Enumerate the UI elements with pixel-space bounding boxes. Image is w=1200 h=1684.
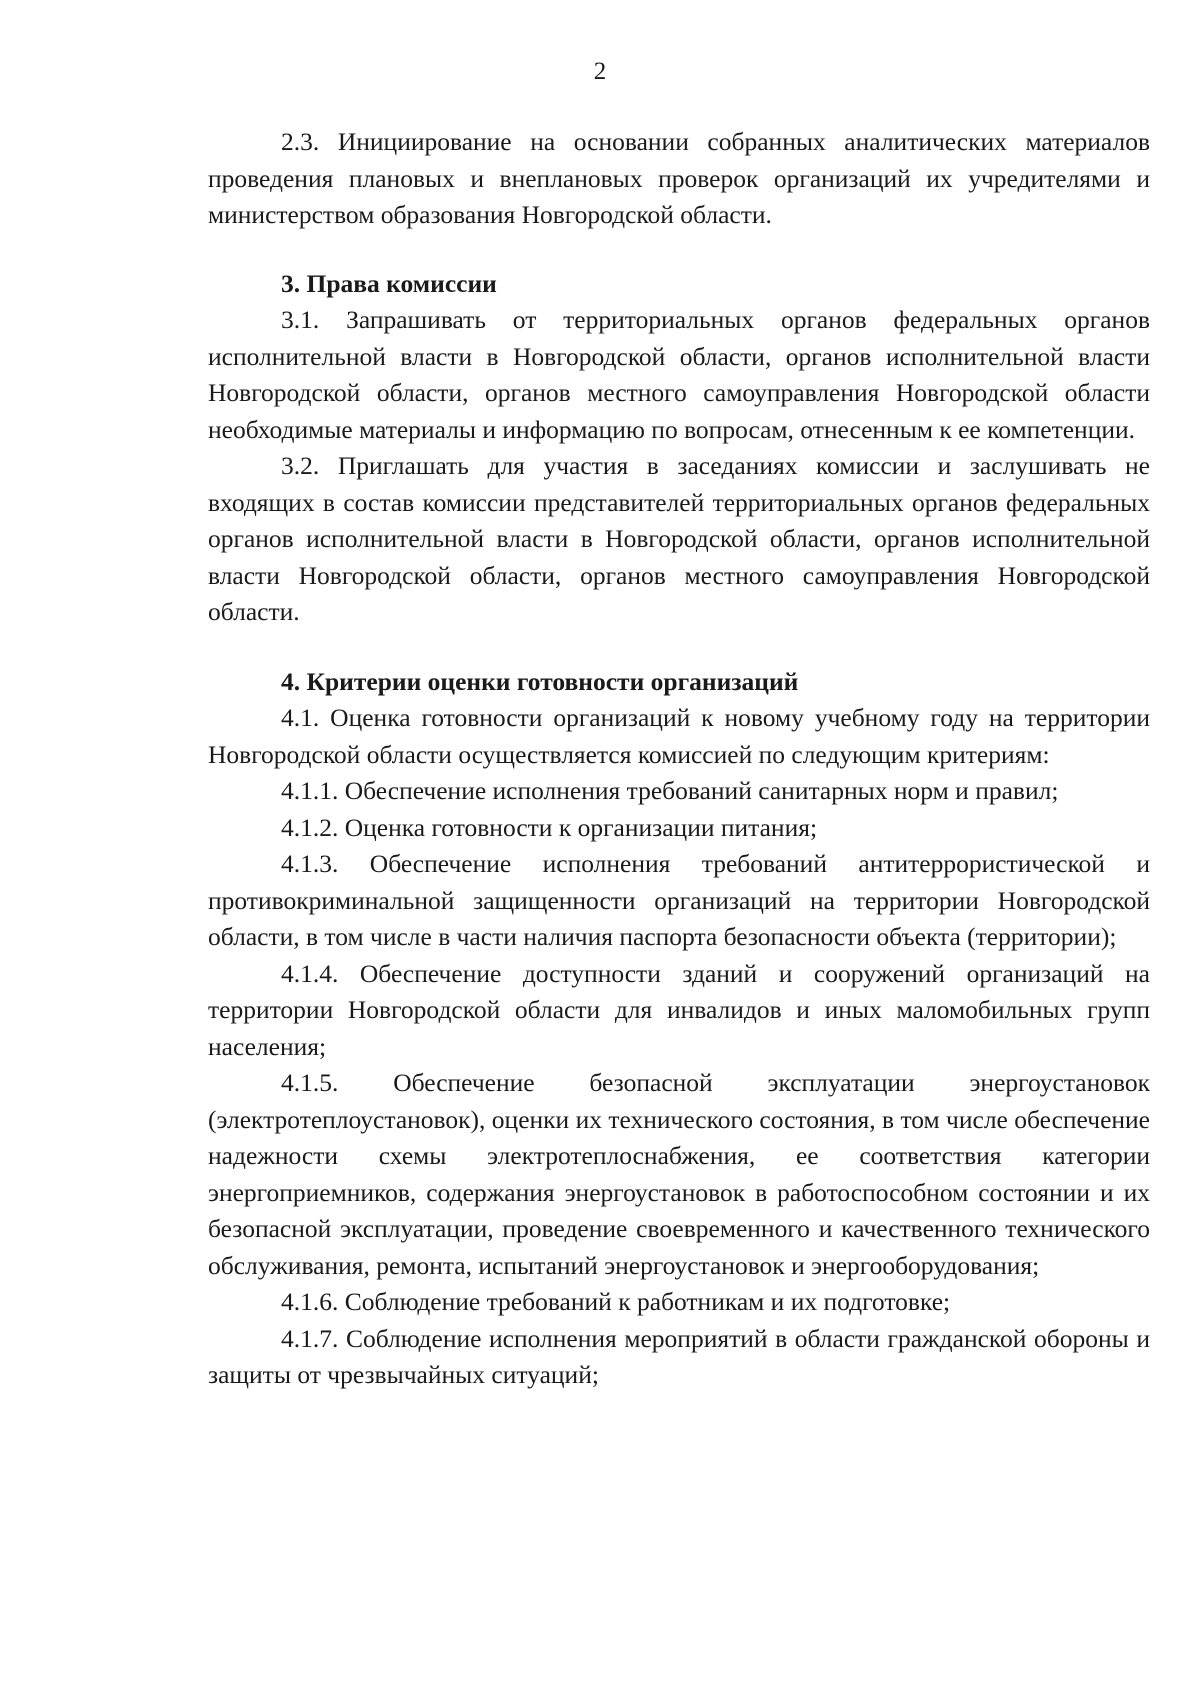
paragraph-3-2: 3.2. Приглашать для участия в заседаниях комиссии и заслушивать не входящих в состав комиссии представителей территориальных органов федеральных органов исполнительной власти в Новгородской области, органов исполнительной власти Новгородской области, органов местного самоуправления Новгородской области.	[208, 451, 1150, 626]
section-heading-3: 3. Права комиссии	[281, 268, 497, 298]
section-gap	[208, 234, 1150, 266]
paragraph-2-3: 2.3. Инициирование на основании собранных аналитических материалов проведения плановых и внеплановых проверок организаций их учредителями и министерством образования Новгородской области.	[208, 127, 1150, 229]
paragraph-4-1: 4.1. Оценка готовности организаций к новому учебному году на территории Новгородской области осуществляется комиссией по следующим критериям:	[208, 703, 1150, 769]
paragraph-4-1-2: 4.1.2. Оценка готовности к организации питания;	[281, 812, 818, 842]
paragraph-4-1-3: 4.1.3. Обеспечение исполнения требований антитеррористической и противокриминальной защищенности организаций на территории Новгородской области, в том числе в части наличия паспорта безопасности объекта (территории);	[208, 849, 1150, 951]
paragraph-4-1-6: 4.1.6. Соблюдение требований к работникам и их подготовке;	[281, 1287, 951, 1316]
paragraph-4-1-1: 4.1.1. Обеспечение исполнения требований санитарных норм и правил;	[281, 776, 1059, 805]
page-number: 2	[593, 58, 607, 85]
paragraph-4-1-4: 4.1.4. Обеспечение доступности зданий и сооружений организаций на территории Новгородской области для инвалидов и иных маломобильных групп населения;	[208, 958, 1150, 1061]
section-heading-4: 4. Критерии оценки готовности организаций	[281, 666, 799, 696]
paragraph-4-1-7: 4.1.7. Соблюдение исполнения мероприятий в области гражданской обороны и защиты от чрезвычайных ситуаций;	[208, 1323, 1150, 1389]
section-gap	[208, 631, 1150, 664]
paragraph-3-1: 3.1. Запрашивать от территориальных органов федеральных органов исполнительной власти в Новгородской области, органов исполнительной власти Новгородской области, органов местного самоуправления Новгородской области необходимые материалы и информацию по вопросам, отнесенным к ее компетенции.	[208, 305, 1150, 444]
document-body	[208, 124, 1150, 1394]
paragraph-4-1-5: 4.1.5. Обеспечение безопасной эксплуатации энергоустановок (электротеплоустановок), оценки их технического состояния, в том числе обеспечение надежности схемы электротеплоснабжения, ее соответствия категории энергоприемников, содержания энергоустановок в работоспособном состоянии и их безопасной эксплуатации, проведение своевременного и качественного технического обслуживания, ремонта, испытаний энергоустановок и энергооборудования;	[208, 1068, 1150, 1280]
